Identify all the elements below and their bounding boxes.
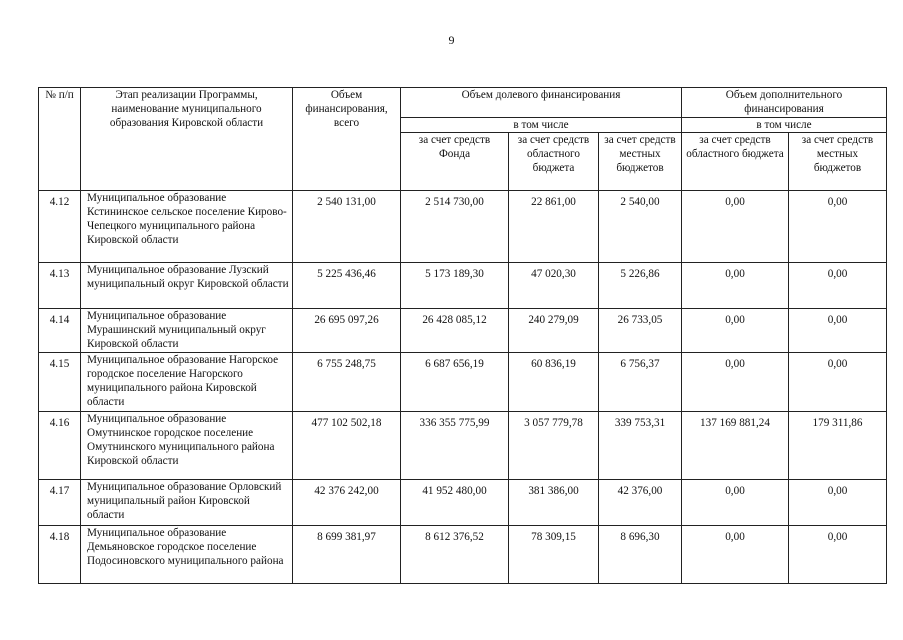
- row-num: 4.12: [39, 191, 81, 263]
- row-fund: 41 952 480,00: [401, 480, 509, 526]
- table-row: [39, 353, 887, 412]
- row-regional: 3 057 779,78: [509, 412, 599, 480]
- table-row: [39, 309, 887, 353]
- row-add-regional: 0,00: [682, 191, 789, 263]
- header-incl-shared: в том числе: [401, 118, 682, 133]
- row-name: Муниципальное образование Лузский муниципальный округ Кировской области: [81, 263, 293, 309]
- row-fund: 6 687 656,19: [401, 353, 509, 412]
- row-total: 8 699 381,97: [293, 526, 401, 584]
- row-total: 5 225 436,46: [293, 263, 401, 309]
- row-name: Муниципальное образование Кстининское сельское поселение Кирово-Чепецкого муниципального района Кировской области: [81, 191, 293, 263]
- row-name: Муниципальное образование Демьяновское городское поселение Подосиновского муниципального района: [81, 526, 293, 584]
- header-regional: за счет средств областного бюджета: [509, 133, 599, 191]
- row-local: 339 753,31: [599, 412, 682, 480]
- row-local: 42 376,00: [599, 480, 682, 526]
- row-fund: 336 355 775,99: [401, 412, 509, 480]
- row-local: 6 756,37: [599, 353, 682, 412]
- row-name: Муниципальное образование Мурашинский муниципальный округ Кировской области: [81, 309, 293, 353]
- row-local: 26 733,05: [599, 309, 682, 353]
- table-row: [39, 191, 887, 263]
- row-fund: 5 173 189,30: [401, 263, 509, 309]
- row-regional: 240 279,09: [509, 309, 599, 353]
- row-total: 42 376 242,00: [293, 480, 401, 526]
- header-additional: Объем дополнительного финансирования: [682, 88, 887, 118]
- header-add-local: за счет средств местных бюджетов: [789, 133, 887, 191]
- row-add-regional: 0,00: [682, 309, 789, 353]
- header-num: № п/п: [39, 88, 81, 191]
- row-total: 477 102 502,18: [293, 412, 401, 480]
- row-name: Муниципальное образование Нагорское городское поселение Нагорского муниципального района Кировской области: [81, 353, 293, 412]
- row-add-local: 0,00: [789, 526, 887, 584]
- row-fund: 2 514 730,00: [401, 191, 509, 263]
- row-add-local: 0,00: [789, 191, 887, 263]
- row-fund: 26 428 085,12: [401, 309, 509, 353]
- table-row: [39, 263, 887, 309]
- row-add-regional: 137 169 881,24: [682, 412, 789, 480]
- header-stage: Этап реализации Программы, наименование муниципального образования Кировской области: [81, 88, 293, 191]
- financing-table: [38, 87, 887, 584]
- row-num: 4.16: [39, 412, 81, 480]
- header-shared: Объем долевого финансирования: [401, 88, 682, 118]
- row-add-local: 0,00: [789, 309, 887, 353]
- row-regional: 47 020,30: [509, 263, 599, 309]
- row-add-regional: 0,00: [682, 263, 789, 309]
- row-total: 26 695 097,26: [293, 309, 401, 353]
- row-local: 5 226,86: [599, 263, 682, 309]
- row-regional: 22 861,00: [509, 191, 599, 263]
- row-num: 4.15: [39, 353, 81, 412]
- row-name: Муниципальное образование Орловский муниципальный район Кировской области: [81, 480, 293, 526]
- header-incl-additional: в том числе: [682, 118, 887, 133]
- row-num: 4.14: [39, 309, 81, 353]
- row-add-regional: 0,00: [682, 480, 789, 526]
- table-row: [39, 412, 887, 480]
- row-add-regional: 0,00: [682, 526, 789, 584]
- row-num: 4.17: [39, 480, 81, 526]
- page-number: 9: [448, 33, 455, 47]
- row-total: 2 540 131,00: [293, 191, 401, 263]
- row-local: 2 540,00: [599, 191, 682, 263]
- row-add-regional: 0,00: [682, 353, 789, 412]
- row-local: 8 696,30: [599, 526, 682, 584]
- row-add-local: 0,00: [789, 353, 887, 412]
- header-local: за счет средств местных бюджетов: [599, 133, 682, 191]
- header-add-regional: за счет средств областного бюджета: [682, 133, 789, 191]
- row-num: 4.18: [39, 526, 81, 584]
- header-total: Объем финансирования, всего: [293, 88, 401, 191]
- table-row: [39, 526, 887, 584]
- row-regional: 60 836,19: [509, 353, 599, 412]
- row-num: 4.13: [39, 263, 81, 309]
- row-fund: 8 612 376,52: [401, 526, 509, 584]
- row-add-local: 0,00: [789, 480, 887, 526]
- row-regional: 78 309,15: [509, 526, 599, 584]
- header-fund: за счет средств Фонда: [401, 133, 509, 191]
- row-add-local: 179 311,86: [789, 412, 887, 480]
- row-total: 6 755 248,75: [293, 353, 401, 412]
- row-name: Муниципальное образование Омутнинское городское поселение Омутнинского муниципального района Кировской области: [81, 412, 293, 480]
- row-regional: 381 386,00: [509, 480, 599, 526]
- table-row: [39, 480, 887, 526]
- row-add-local: 0,00: [789, 263, 887, 309]
